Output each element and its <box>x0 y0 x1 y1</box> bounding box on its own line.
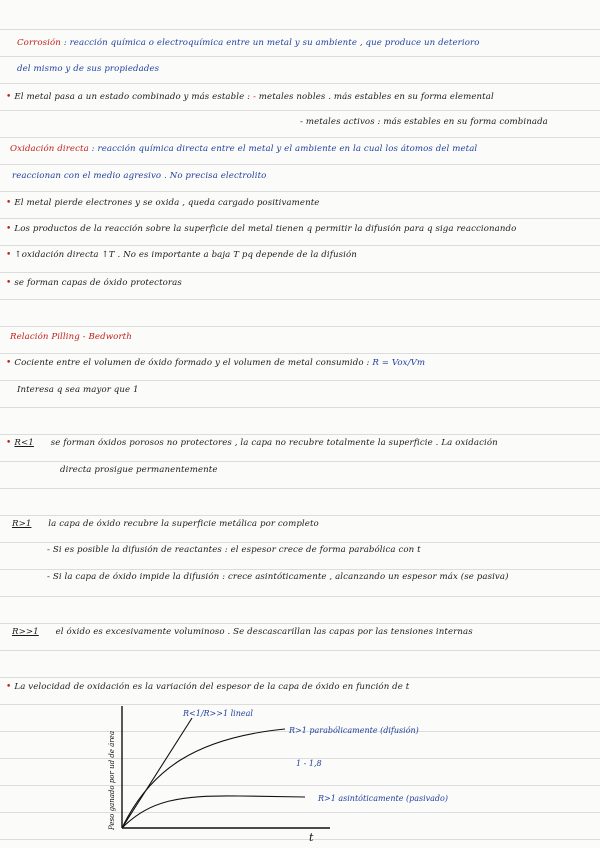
r-greater-1-asymptotic: - Si la capa de óxido impide la difusión : crece asintóticamente , alcanzando un espesor máx (se pasiva) <box>47 572 509 582</box>
bullet-electrons <box>6 197 319 209</box>
bullet-icon: • <box>6 198 12 208</box>
bullet-text: Los productos de la reacción sobre la superficie del metal tienen q permitir la difusión para q siga reaccionando <box>14 224 517 234</box>
bullet-text: se forman capas de óxido protectoras <box>14 278 182 288</box>
bullet-products <box>6 223 516 235</box>
bullet-icon: • <box>6 250 12 260</box>
parabolic-curve <box>122 729 285 828</box>
bullet-icon: • <box>6 682 12 692</box>
bullet-text: El metal pierde electrones y se oxida , queda cargado positivamente <box>14 198 320 208</box>
direct-oxidation-line1 <box>10 143 477 155</box>
direct-oxidation-term: Oxidación directa <box>10 144 89 154</box>
pb-note: Interesa q sea mayor que 1 <box>17 385 139 395</box>
bullet-icon: • <box>6 92 12 102</box>
noble-metals-text: metales nobles . más estables en su forma elemental <box>258 92 494 102</box>
corrosion-definition-line1 <box>17 37 479 49</box>
r-less-1-text: se forman óxidos porosos no protectores , la capa no recubre totalmente la superficie . La oxidación <box>50 438 498 448</box>
bullet-text: ↑oxidación directa ↑T . No es importante a baja T pq depende de la difusión <box>14 250 357 260</box>
r-less-1-label: R<1 <box>14 438 34 448</box>
direct-oxidation-line2: reaccionan con el medio agresivo . No precisa electrolito <box>12 171 267 181</box>
bullet-icon: • <box>6 358 12 368</box>
case-r-less-1 <box>6 437 498 449</box>
bullet-oxidation-rate <box>6 681 409 693</box>
active-metals-text: - metales activos : más estables en su forma combinada <box>300 117 548 127</box>
oxidation-growth-graph <box>0 700 600 848</box>
graph-x-axis-label: t <box>309 831 314 844</box>
bullet-text: Cociente entre el volumen de óxido formado y el volumen de metal consumido : <box>14 358 370 368</box>
asymptotic-curve-label: R>1 asintóticamente (pasivado) <box>318 794 448 803</box>
r-greater-1-label: R>1 <box>12 519 32 529</box>
r-greater-1-parabolic: - Si es posible la difusión de reactantes : el espesor crece de forma parabólica con t <box>47 545 421 555</box>
r-less-1-text-line2: directa prosigue permanentemente <box>60 465 218 475</box>
bullet-text: El metal pasa a un estado combinado y más estable : <box>14 92 251 102</box>
asymptotic-curve <box>122 796 305 828</box>
pb-formula: R = Vox/Vm <box>372 358 426 368</box>
dash-marker: - <box>252 92 256 102</box>
range-label: 1 - 1,8 <box>296 759 322 768</box>
bullet-pb-ratio <box>6 357 425 369</box>
bullet-text: La velocidad de oxidación es la variación del espesor de la capa de óxido en función de t <box>14 682 410 692</box>
linear-curve <box>122 718 192 828</box>
bullet-metal-state <box>6 91 494 103</box>
corrosion-definition: : reacción química o electroquímica entre un metal y su ambiente , que produce un deterioro <box>63 38 480 48</box>
case-r-greater-1 <box>12 518 319 530</box>
graph-y-axis-label: Peso ganado por ud de área <box>108 731 116 830</box>
parabolic-curve-label: R>1 parabólicamente (difusión) <box>289 726 419 735</box>
direct-oxidation-definition: : reacción química directa entre el metal y el ambiente en la cual los átomos del metal <box>91 144 478 154</box>
bullet-icon: • <box>6 438 12 448</box>
case-r-much-greater-1 <box>12 626 473 638</box>
pilling-bedworth-title: Relación Pilling - Bedworth <box>10 332 132 342</box>
linear-curve-label: R<1/R>>1 lineal <box>183 709 253 718</box>
corrosion-term: Corrosión <box>17 38 61 48</box>
bullet-icon: • <box>6 278 12 288</box>
r-much-greater-1-text: el óxido es excesivamente voluminoso . Se descascarillan las capas por las tensiones internas <box>55 627 473 637</box>
bullet-temperature <box>6 249 357 261</box>
bullet-icon: • <box>6 224 12 234</box>
bullet-protective-layers <box>6 277 182 289</box>
corrosion-definition-line2: del mismo y de sus propiedades <box>17 64 160 74</box>
r-much-greater-1-label: R>>1 <box>12 627 39 637</box>
r-greater-1-text: la capa de óxido recubre la superficie metálica por completo <box>48 519 319 529</box>
